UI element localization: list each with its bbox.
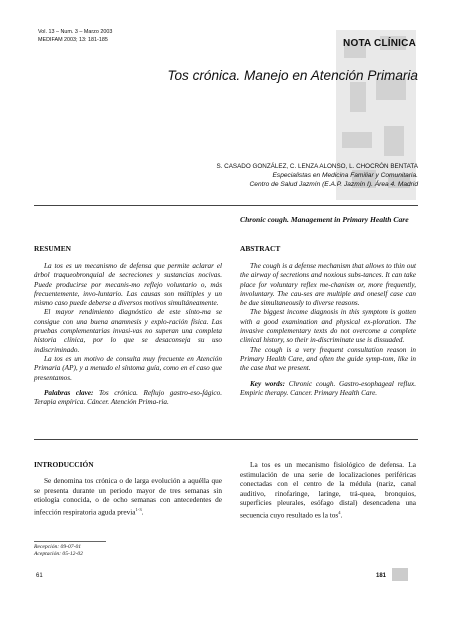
- introduction-paragraph-1-text: Se denomina tos crónica o de larga evolución a aquélla que se presenta durante un periodo mayor de tres semanas sin etiología conocida, o de ocho semanas con antecedentes de infección respiratoria aguda previa: [34, 476, 222, 517]
- introduction-left: [34, 476, 222, 517]
- abstract-keywords: [240, 380, 416, 399]
- footnote-rule: [34, 541, 106, 542]
- page-number-right: 181: [376, 573, 387, 579]
- abstract-keywords-text: Chronic cough. Gastro-esophageal reflux. Empiric therapy. Cancer. Primary Health Care.: [240, 379, 416, 397]
- abstract-paragraph-1: The cough is a defense mechanism that allows to thin out the airway of secretions and noxious subs-tances. It can take place for voluntary reflex me-chanism or, more frequently, involuntary. The cau-ses are multiple and oneself case can be due simultaneously to diverse reasons.: [240, 262, 416, 308]
- footer-decoration: [392, 568, 408, 581]
- resumen-heading: RESUMEN: [34, 244, 71, 253]
- resumen-keywords-label: Palabras clave:: [44, 388, 94, 397]
- abstract-body: [240, 262, 416, 398]
- top-rule: [34, 205, 418, 206]
- abstract-heading: ABSTRACT: [240, 244, 281, 253]
- citation-4: 4: [338, 509, 341, 515]
- authors: S. CASADO GONZÁLEZ, C. LENZA ALONSO, L. CHOCRÓN BENTATA: [216, 163, 418, 170]
- abstract-paragraph-2: The biggest income diagnosis in this symptom is gotten with a good examination and physical ex-ploration. The invasive complementary texts do not overcome a complete clinical history, so their in-discriminate use is dissuaded.: [240, 308, 416, 345]
- english-title: Chronic cough. Management in Primary Health Care: [240, 215, 409, 224]
- introduction-heading: INTRODUCCIÓN: [34, 460, 94, 469]
- introduction-paragraph-1: Se denomina tos crónica o de larga evolución a aquélla que se presenta durante un periodo mayor de tres semanas sin etiología conocida, o de ocho semanas con antecedentes de infección respiratoria aguda previa$^{1-3}$.: [34, 476, 222, 517]
- resumen-body: [34, 262, 222, 407]
- article-title: Tos crónica. Manejo en Atención Primaria: [167, 68, 418, 83]
- citation-1-3: 1-3: [135, 506, 142, 512]
- abstract-paragraph-3: The cough is a very frequent consultation reason in Primary Health Care, and often the guide symp-tom, like in the case that we present.: [240, 345, 416, 373]
- accepted-date: Aceptación: 05-12-02: [34, 551, 83, 557]
- volume-line: Vol. 13 – Num. 3 – Marzo 2003: [38, 29, 113, 35]
- resumen-paragraph-3: La tos es un motivo de consulta muy frecuente en Atención Primaria (AP), y a menudo el síntoma guía, como en el caso que presentamos.: [34, 354, 222, 382]
- resumen-keywords-text: Tos crónica. Reflujo gastro-eso-fágico. Terapia empírica. Cáncer. Atención Prima-ria.: [34, 388, 222, 407]
- received-date: Recepción: 09-07-01: [34, 544, 82, 550]
- mid-rule: [34, 439, 418, 440]
- resumen-keywords: [34, 389, 222, 408]
- affiliation-2: Centro de Salud Jazmín (E.A.P. Jazmín I). Área 4. Madrid: [249, 181, 418, 188]
- reference-line: MEDIFAM 2003; 13: 181-185: [38, 37, 108, 43]
- abstract-keywords-label: Key words:: [250, 379, 285, 388]
- introduction-paragraph-2-text: La tos es un mecanismo fisiológico de defensa. La estimulación de una serie de localizaciones periféricas conectadas con el centro de la médula (nariz, canal auditivo, rinofaringe, laringe, trá-quea, bronquios, superficies pleurales, esófago distal) desencadena una secuencia cuyo resultado es la tos: [240, 460, 416, 520]
- affiliation-1: Especialistas en Medicina Familiar y Comunitaria.: [272, 172, 418, 179]
- introduction-paragraph-2: La tos es un mecanismo fisiológico de defensa. La estimulación de una serie de localizaciones periféricas conectadas con el centro de la médula (nariz, canal auditivo, rinofaringe, laringe, trá-quea, bronquios, superficies pleurales, esófago distal) desencadena una secuencia cuyo resultado es la tos$^4$.: [240, 460, 416, 520]
- introduction-right: [240, 460, 416, 520]
- page-number-left: 61: [36, 573, 43, 579]
- section-label: NOTA CLÍNICA: [343, 38, 416, 49]
- resumen-paragraph-2: El mayor rendimiento diagnóstico de este sínto-ma se consigue con una buena anamnesis y explo-ración física. Las pruebas complementarias invasi-vas no superan una completa historia clínica, por lo que se desaconseja su uso indiscriminado.: [34, 308, 222, 354]
- resumen-paragraph-1: La tos es un mecanismo de defensa que permite aclarar el árbol traqueobronquial de secreciones y sustancias nocivas. Puede producirse por mecanis-mo reflejo voluntario o, más frecuentemente, invo-luntario. Las causas son múltiples y un mismo caso puede deberse a diversos motivos simultáneamente.: [34, 262, 222, 308]
